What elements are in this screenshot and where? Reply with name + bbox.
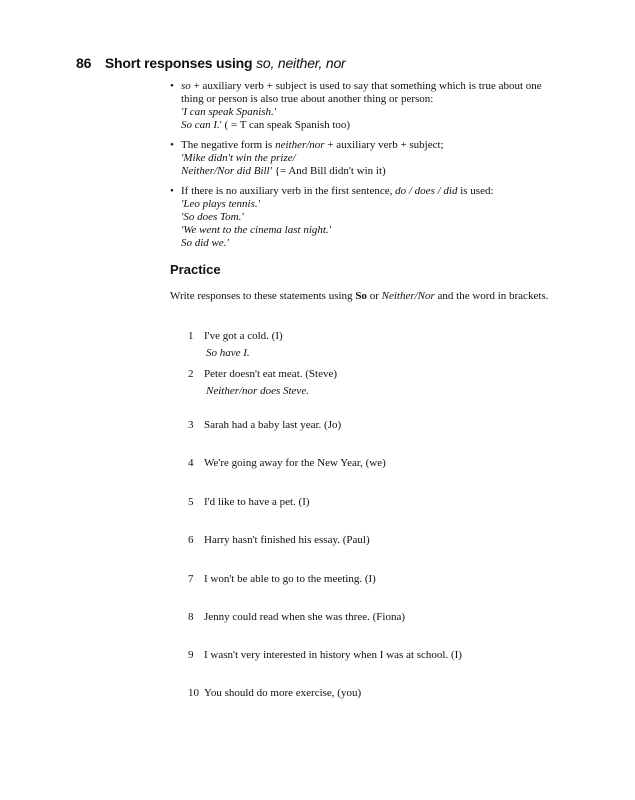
exercise-item: 3 Sarah had a baby last year. (Jo)	[188, 419, 342, 431]
exercise-item: 6 Harry hasn't finished his essay. (Paul)	[188, 534, 370, 546]
rule-do-does-did	[170, 185, 560, 250]
example-line: So can I.' ( = T can speak Spanish too)	[181, 119, 351, 131]
unit-title-italic: so, neither, nor	[256, 55, 346, 71]
unit-heading	[76, 55, 346, 71]
rule-text: is used:	[457, 185, 494, 197]
rule-so	[170, 80, 560, 132]
rule-text: The negative form is	[181, 139, 276, 151]
exercise-item: 1 I've got a cold. (I) So have I.	[188, 330, 283, 359]
rule-keyword: do / does / did	[395, 185, 458, 197]
example-line: Neither/Nor did Bill' {= And Bill didn't win it)	[181, 165, 386, 177]
example-line: So did we.'	[181, 237, 229, 249]
example-line: 'We went to the cinema last night.'	[181, 224, 332, 236]
rule-keyword: so	[181, 80, 191, 92]
bullet-icon: •	[170, 185, 174, 197]
example-answer: So have I.	[206, 347, 250, 359]
example-line: 'So does Tom.'	[181, 211, 244, 223]
rule-neither-nor	[170, 139, 560, 178]
practice-instructions: Write responses to these statements using So or Neither/Nor and the word in brackets.	[170, 290, 549, 302]
exercise-item: 4 We're going away for the New Year, (we)	[188, 457, 386, 469]
exercise-item: 7 I won't be able to go to the meeting. (I)	[188, 573, 376, 585]
rule-text: If there is no auxiliary verb in the first sentence,	[181, 185, 396, 197]
example-line: 'Leo plays tennis.'	[181, 198, 260, 210]
bullet-icon: •	[170, 80, 174, 92]
rule-text: + auxiliary verb + subject;	[324, 139, 444, 151]
example-answer: Neither/nor does Steve.	[206, 385, 309, 397]
unit-number: 86	[76, 55, 92, 71]
bullet-icon: •	[170, 139, 174, 151]
grammar-rules	[170, 80, 560, 257]
practice-title: Practice	[170, 262, 221, 277]
rule-text: + auxiliary verb + subject is used to say that something which is true about one thing or person is also true about another thing or person:	[181, 80, 542, 105]
exercise-item: 8 Jenny could read when she was three. (Fiona)	[188, 611, 405, 623]
exercise-item: 2 Peter doesn't eat meat. (Steve) Neither/nor does Steve.	[188, 368, 338, 397]
exercise-item: 5 I'd like to have a pet. (I)	[188, 496, 310, 508]
exercise-item: 9 I wasn't very interested in history when I was at school. (I)	[188, 649, 462, 661]
rule-keyword: neither/nor	[275, 139, 325, 151]
example-line: 'Mike didn't win the prize/	[181, 152, 296, 164]
example-line: 'I can speak Spanish.'	[181, 106, 277, 118]
unit-title: Short responses using	[104, 55, 253, 71]
exercise-item: 10 You should do more exercise, (you)	[188, 687, 362, 699]
